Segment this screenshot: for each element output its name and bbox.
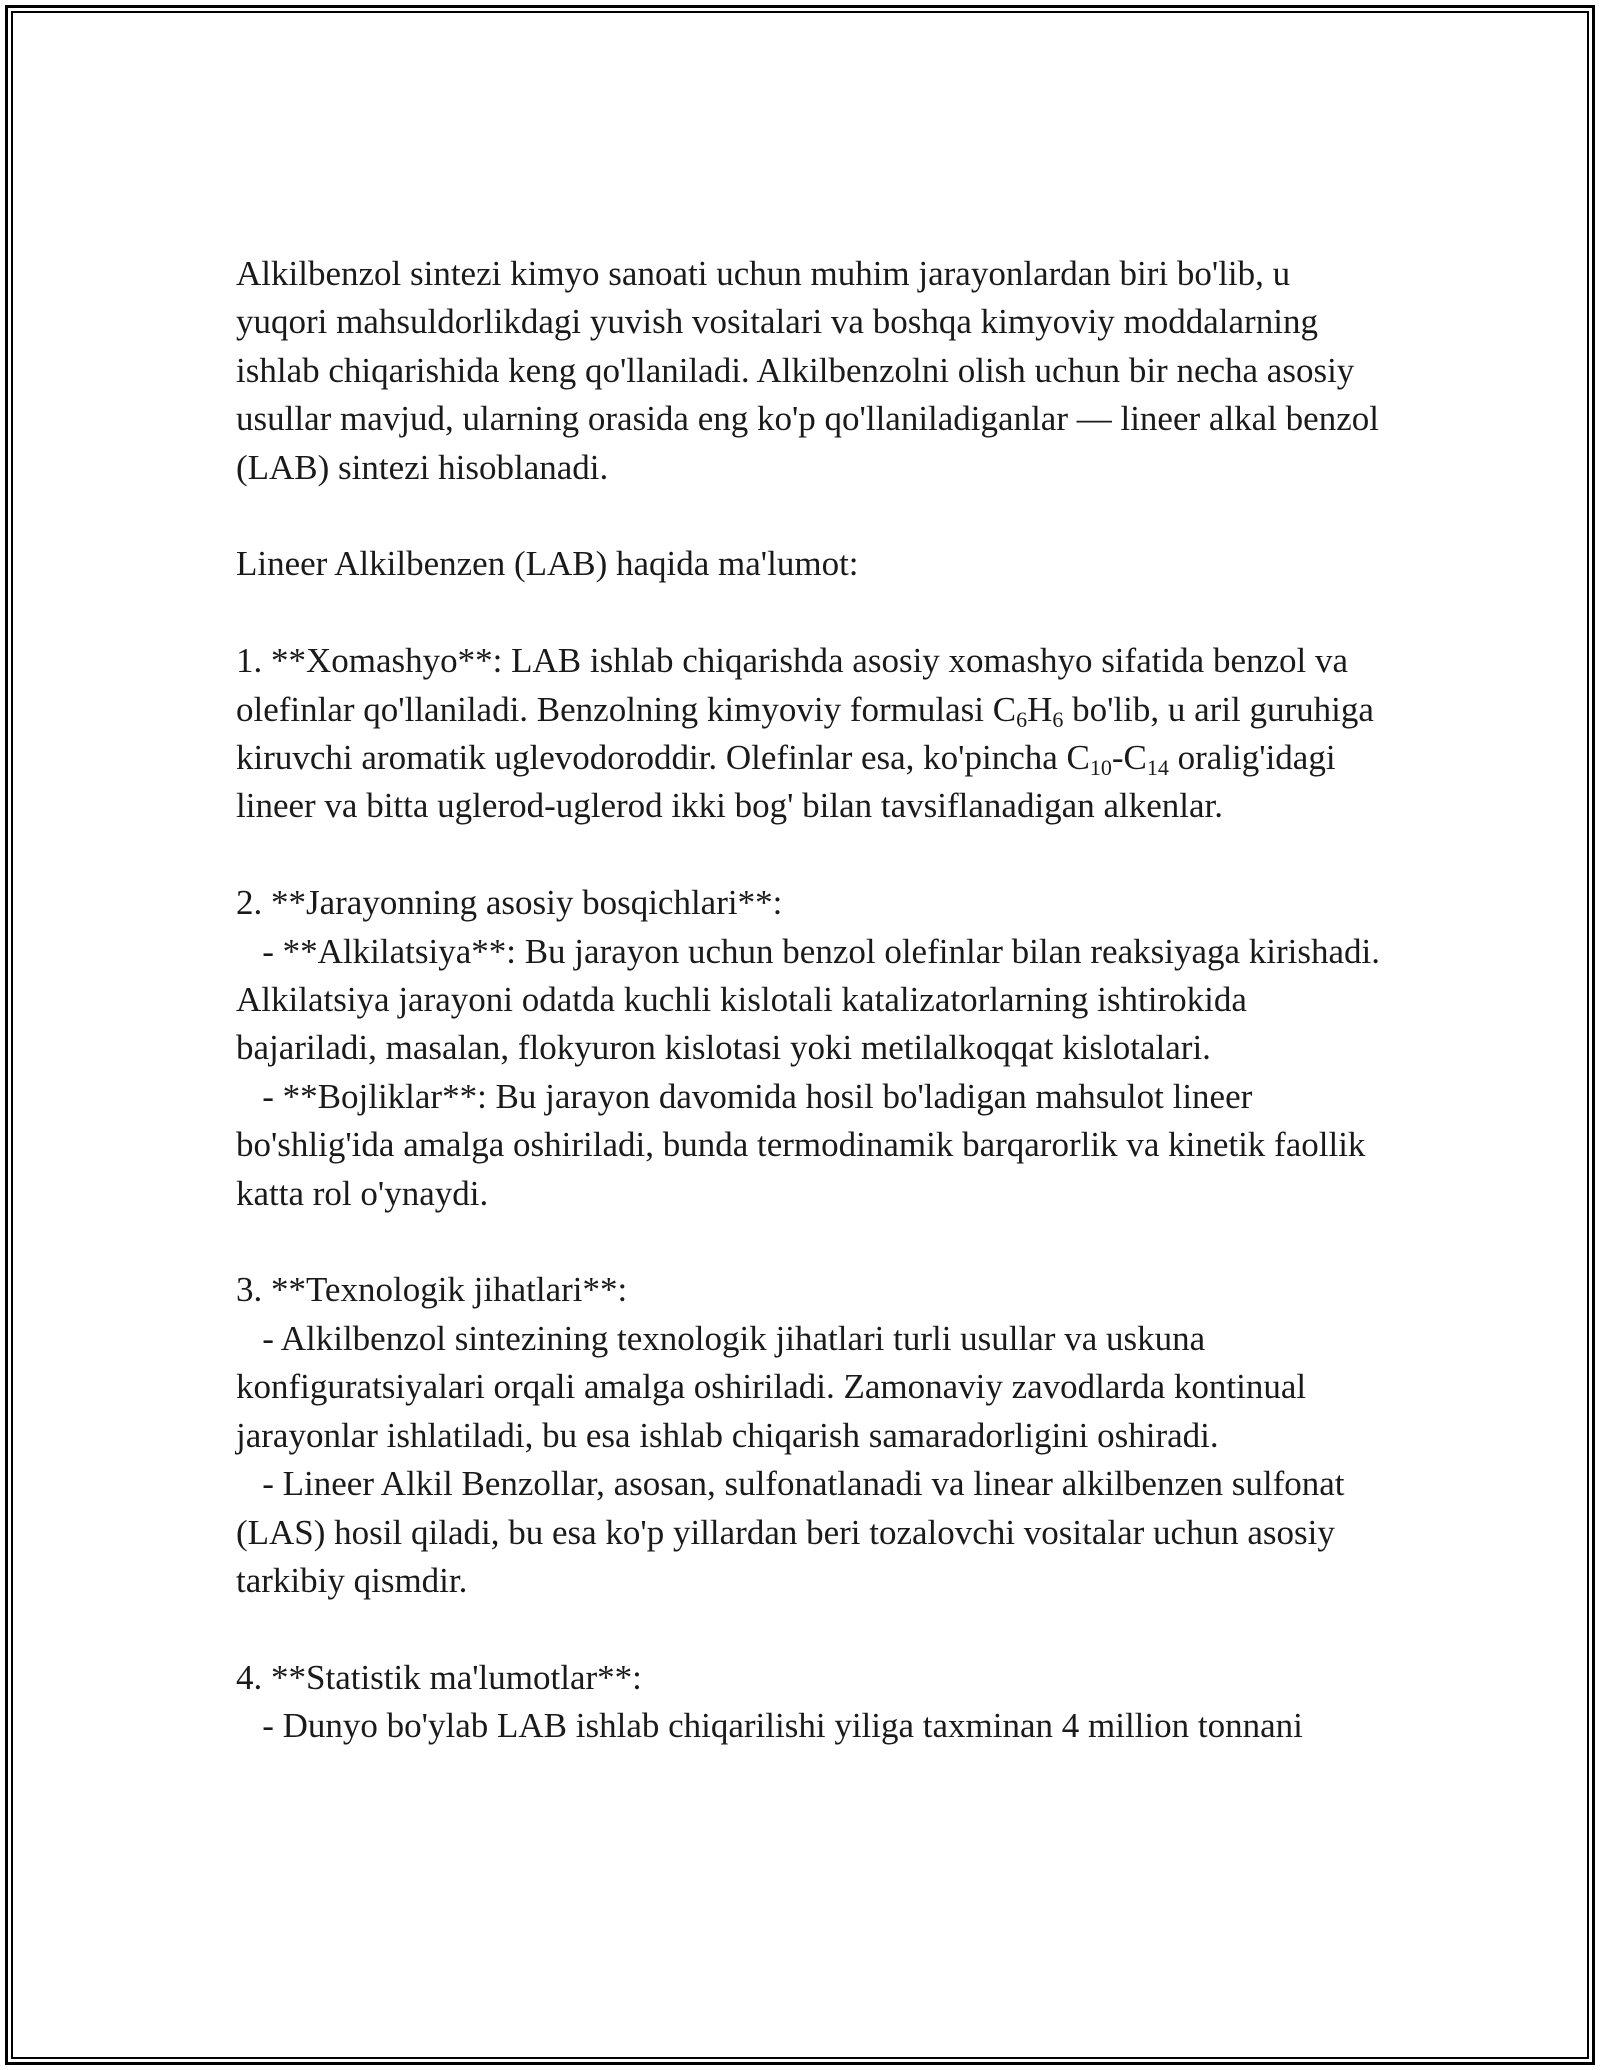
section2-title: 2. **Jarayonning asosiy bosqichlari**: — [236, 883, 783, 923]
formula-carbon: C — [992, 689, 1017, 729]
section3-item-1: - Alkilbenzol sintezining texnologik jihatlari turli usullar va uskuna konfiguratsiyalari orqali amalga oshiriladi. Zamonaviy zavodlarda kontinual jarayonlar ishlatiladi, bu esa ishlab chiqarish samaradorligini oshiradi. — [236, 1318, 1315, 1455]
intro-paragraph: Alkilbenzol sintezi kimyo sanoati uchun muhim jarayonlardan biri bo'lib, u yuqori mahsuldorlikdagi yuvish vositalari va boshqa kimyoviy moddalarning ishlab chiqarishida keng qo'llaniladi. Alkilbenzolni olish uchun bir necha asosiy usullar mavjud, ularning orasida eng ko'p qo'llaniladiganlar — lineer alkal benzol (LAB) sintezi hisoblanadi. — [236, 254, 1388, 487]
section1-text-a: 1. **Xomashyo**: LAB ishlab chiqarishda asosiy xomashyo sifatida benzol va olefinlar qo'llaniladi. Benzolning kimyoviy formulasi — [236, 641, 1357, 729]
blank-line — [236, 492, 1386, 540]
section1-paragraph — [236, 637, 1386, 831]
range-carbon-end: C — [1123, 738, 1147, 778]
range-dash: - — [1111, 738, 1124, 778]
range-subscript-start: 10 — [1089, 755, 1112, 781]
range-carbon-start: C — [1066, 738, 1090, 778]
blank-line — [236, 1605, 1386, 1653]
range-subscript-end: 14 — [1146, 755, 1169, 781]
document-body — [236, 250, 1386, 1751]
olefin-range — [1066, 738, 1169, 781]
section1-text-b: bo'lib, u aril guruhiga kiruvchi aromatik uglevodoroddir. Olefinlar esa, ko'pincha — [236, 689, 1383, 778]
blank-line — [236, 831, 1386, 879]
section4-title: 4. **Statistik ma'lumotlar**: — [236, 1657, 642, 1697]
formula-carbon-subscript: 6 — [1016, 706, 1028, 732]
section2-item-2: - **Bojliklar**: Bu jarayon davomida hosil bo'ladigan mahsulot lineer bo'shlig'ida amalga oshiriladi, bunda termodinamik barqarorlik va kinetik faollik katta rol o'ynaydi. — [236, 1076, 1375, 1213]
section4-item-1: - Dunyo bo'ylab LAB ishlab chiqarilishi yiliga taxminan 4 million tonnani — [236, 1706, 1303, 1746]
section2-item-1: - **Alkilatsiya**: Bu jarayon uchun benzol olefinlar bilan reaksiyaga kirishadi. Alkilatsiya jarayoni odatda kuchli kislotali katalizatorlarning ishtirokida bajariladi, masalan, flokyuron kislotasi yoki metilalkoqqat kislotalari. — [236, 931, 1387, 1068]
section1-text-c: oralig'idagi lineer va bitta uglerod-uglerod ikki bog' bilan tavsiflanadigan alkenlar. — [236, 738, 1345, 826]
section-heading: Lineer Alkilbenzen (LAB) haqida ma'lumot: — [236, 544, 859, 584]
benzene-formula — [992, 689, 1064, 732]
section3-item-2: - Lineer Alkil Benzollar, asosan, sulfonatlanadi va linear alkilbenzen sulfonat (LAS) hosil qiladi, bu esa ko'p yillardan beri tozalovchi vositalar uchun asosiy tarkibiy qismdir. — [236, 1464, 1354, 1600]
blank-line — [236, 589, 1386, 637]
section3-title: 3. **Texnologik jihatlari**: — [236, 1270, 628, 1310]
formula-hydrogen: H — [1027, 689, 1053, 729]
blank-line — [236, 1218, 1386, 1266]
formula-hydrogen-subscript: 6 — [1052, 706, 1064, 732]
